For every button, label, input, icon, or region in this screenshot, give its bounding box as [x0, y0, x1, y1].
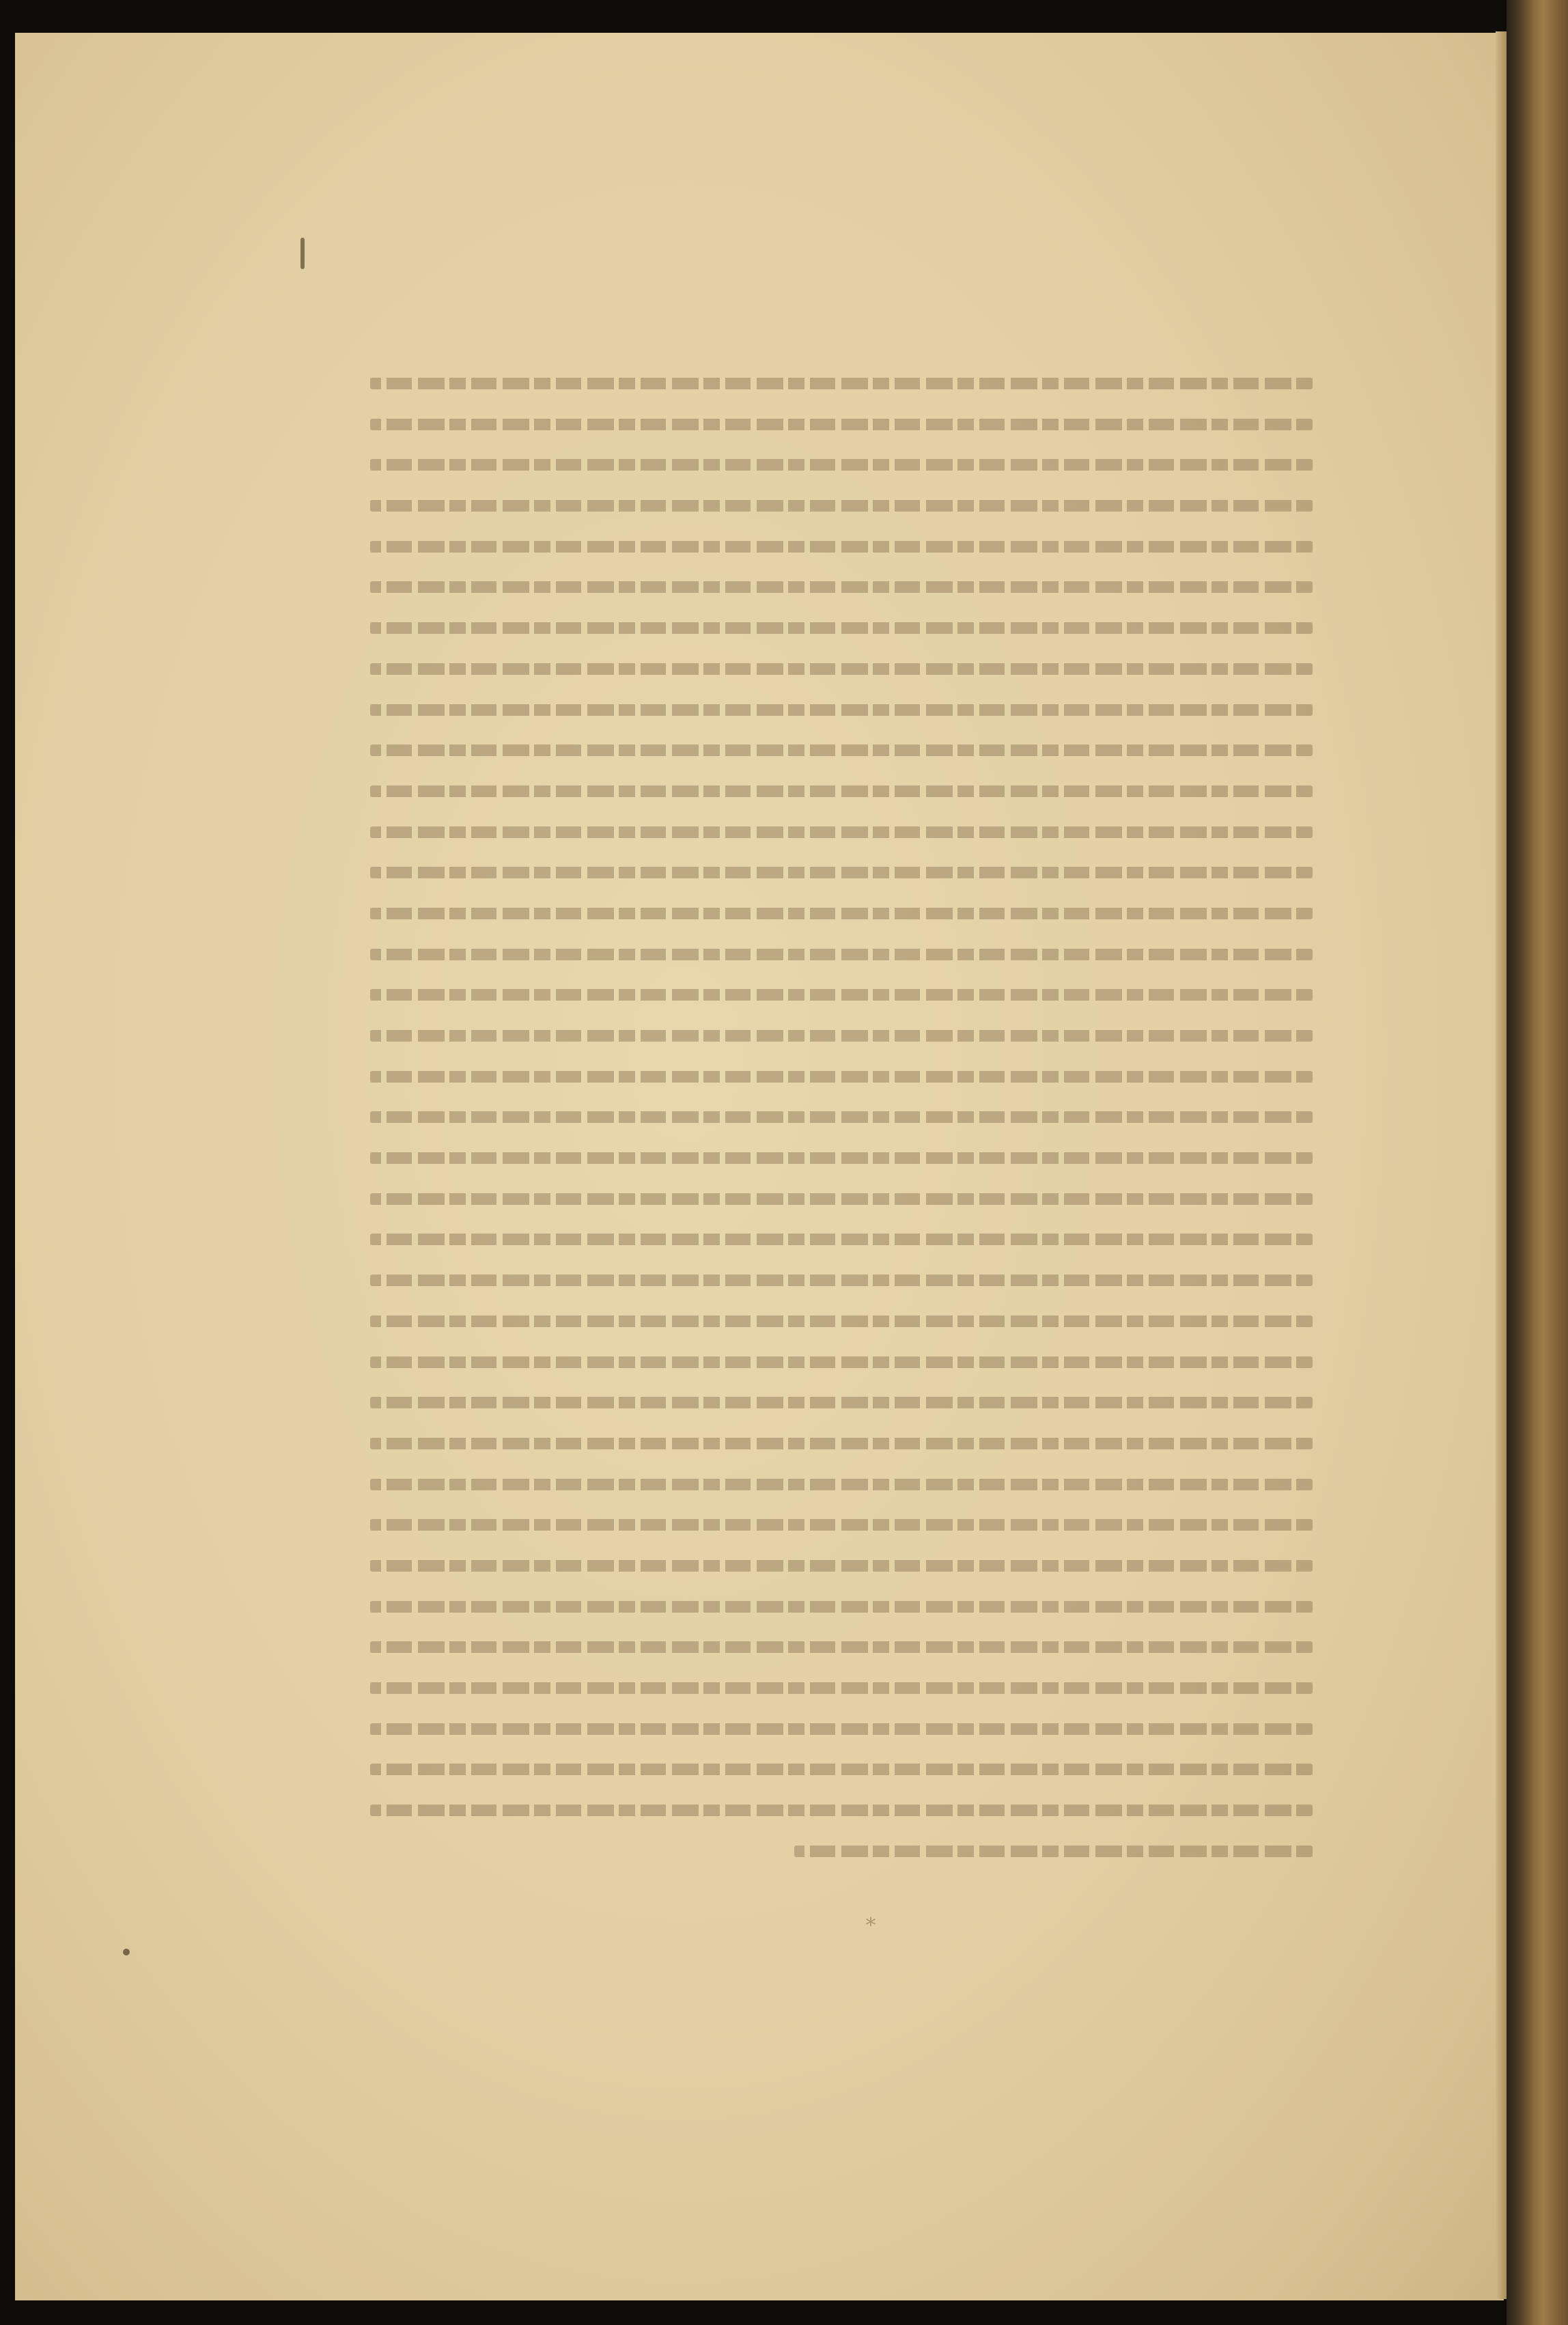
- text-line: [370, 1264, 1313, 1296]
- text-line: [370, 1672, 1313, 1704]
- text-line: [370, 1835, 1313, 1867]
- text-line: [370, 612, 1313, 644]
- mirrored-body-text: [370, 367, 1313, 1911]
- text-line: [370, 1428, 1313, 1460]
- text-line: [370, 408, 1313, 441]
- text-line: [370, 1101, 1313, 1133]
- text-line: [370, 490, 1313, 522]
- text-line: [370, 1794, 1313, 1826]
- text-line: [370, 1753, 1313, 1785]
- text-line: [370, 979, 1313, 1011]
- text-line: [370, 1591, 1313, 1623]
- text-line: [370, 1713, 1313, 1745]
- text-line: [370, 897, 1313, 930]
- book-spine: [1507, 0, 1568, 2325]
- margin-pen-mark: [236, 740, 361, 788]
- text-line: [370, 1387, 1313, 1419]
- folio-pencil-mark: [115, 165, 180, 221]
- text-line: [370, 367, 1313, 400]
- text-line: [370, 1020, 1313, 1052]
- text-line: [370, 1183, 1313, 1215]
- text-line: [370, 938, 1313, 971]
- text-line: [370, 694, 1313, 726]
- facing-page-note: [1530, 1520, 1564, 1595]
- section-separator: *: [865, 1914, 876, 1938]
- text-line: [370, 1468, 1313, 1501]
- text-line: [370, 1305, 1313, 1337]
- text-line: [370, 1061, 1313, 1093]
- text-line: [370, 775, 1313, 807]
- text-line: [370, 734, 1313, 766]
- text-line: [370, 531, 1313, 563]
- text-line: [370, 1346, 1313, 1378]
- book-page: [15, 33, 1504, 2300]
- text-line: [370, 857, 1313, 889]
- text-line: [370, 1631, 1313, 1663]
- margin-mark: [300, 238, 305, 269]
- text-line: [370, 653, 1313, 685]
- text-line: [370, 449, 1313, 481]
- text-line: [370, 816, 1313, 848]
- margin-dot: [123, 1949, 130, 1955]
- text-line: [370, 1550, 1313, 1582]
- text-line: [370, 1223, 1313, 1255]
- text-line: [370, 1142, 1313, 1174]
- text-line: [370, 571, 1313, 603]
- text-line: [370, 1509, 1313, 1541]
